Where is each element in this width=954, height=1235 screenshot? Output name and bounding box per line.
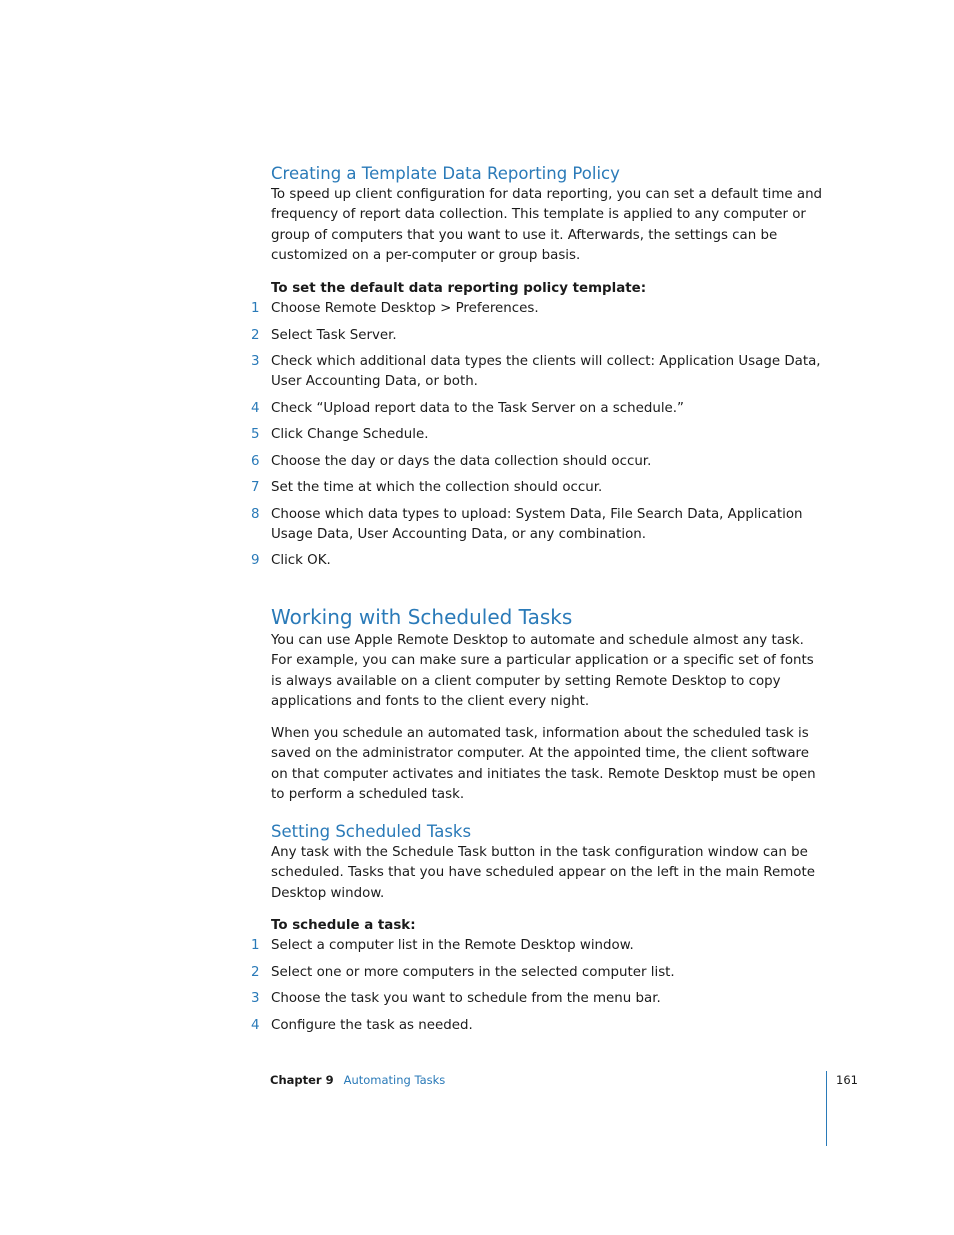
- step-number: 3: [251, 991, 260, 1006]
- step-text: Click Change Schedule.: [271, 427, 429, 442]
- step-text: Choose the task you want to schedule from the menu bar.: [271, 991, 661, 1006]
- step-number: 9: [251, 553, 260, 568]
- list-item: [251, 505, 827, 545]
- section-heading-scheduled-tasks: Working with Scheduled Tasks: [271, 605, 573, 629]
- step-number: 7: [251, 480, 260, 495]
- schedule-task-steps-lead: To schedule a task:: [271, 918, 416, 933]
- step-text: Check which additional data types the clients will collect: Application Usage Data, User Accounting Data, or both.: [271, 354, 821, 389]
- step-number: 1: [251, 938, 260, 953]
- list-item: [251, 425, 827, 445]
- step-number: 8: [251, 506, 260, 522]
- list-item: [251, 963, 827, 983]
- section-heading-template-policy: Creating a Template Data Reporting Policy: [271, 164, 620, 183]
- template-policy-steps: [251, 299, 827, 578]
- footer-divider: [826, 1071, 827, 1146]
- step-text: Click OK.: [271, 553, 331, 568]
- page-footer: [270, 1072, 445, 1088]
- step-text: Set the time at which the collection should occur.: [271, 480, 603, 495]
- list-item: [251, 478, 827, 498]
- scheduled-tasks-para-1: You can use Apple Remote Desktop to automate and schedule almost any task. For example, you can make sure a particular application or a specific set of fonts is always available on a client computer by setting Remote Desktop to copy applications and fonts to the client every night.: [271, 633, 814, 710]
- step-text: Choose the day or days the data collection should occur.: [271, 453, 652, 469]
- step-number: 6: [251, 453, 260, 469]
- step-text: Choose Remote Desktop > Preferences.: [271, 301, 539, 316]
- template-policy-intro: To speed up client configuration for data reporting, you can set a default time and frequency of report data collection. This template is applied to any computer or group of computers that you want to use it. Afterwards, the settings can be customized on a per-computer or group basis.: [271, 187, 823, 264]
- step-number: 5: [251, 427, 260, 442]
- step-number: 3: [251, 354, 260, 369]
- step-text: Configure the task as needed.: [271, 1017, 473, 1033]
- list-item: [251, 352, 827, 392]
- section-heading-setting-scheduled-tasks: Setting Scheduled Tasks: [271, 822, 472, 841]
- step-text: Select Task Server.: [271, 327, 397, 343]
- list-item: [251, 1016, 827, 1036]
- step-number: 4: [251, 1017, 260, 1033]
- list-item: [251, 452, 827, 472]
- setting-scheduled-tasks-intro: Any task with the Schedule Task button in the task configuration window can be scheduled. Tasks that you have scheduled appear on the left in the main Remote Desktop window.: [271, 845, 815, 901]
- list-item: [251, 551, 827, 571]
- page-number: 161: [836, 1073, 858, 1087]
- footer-chapter: Chapter 9: [270, 1073, 334, 1087]
- step-text: Check “Upload report data to the Task Server on a schedule.”: [271, 400, 684, 416]
- footer-chapter-title: Automating Tasks: [343, 1073, 446, 1087]
- step-number: 2: [251, 964, 260, 980]
- step-number: 1: [251, 301, 260, 316]
- template-policy-steps-lead: To set the default data reporting policy template:: [271, 281, 647, 296]
- schedule-task-steps: [251, 936, 827, 1042]
- step-number: 4: [251, 400, 260, 416]
- scheduled-tasks-para-2: When you schedule an automated task, information about the scheduled task is saved on the administrator computer. At the appointed time, the client software on that computer activates and initiates the task. Remote Desktop must be open to perform a scheduled task.: [271, 726, 816, 803]
- list-item: [251, 299, 827, 319]
- step-number: 2: [251, 327, 260, 343]
- step-text: Select a computer list in the Remote Desktop window.: [271, 938, 634, 953]
- list-item: [251, 326, 827, 346]
- list-item: [251, 989, 827, 1009]
- list-item: [251, 399, 827, 419]
- list-item: [251, 936, 827, 956]
- step-text: Select one or more computers in the selected computer list.: [271, 964, 675, 980]
- step-text: Choose which data types to upload: System Data, File Search Data, Application Usage Data, User Accounting Data, or any combination.: [271, 506, 803, 542]
